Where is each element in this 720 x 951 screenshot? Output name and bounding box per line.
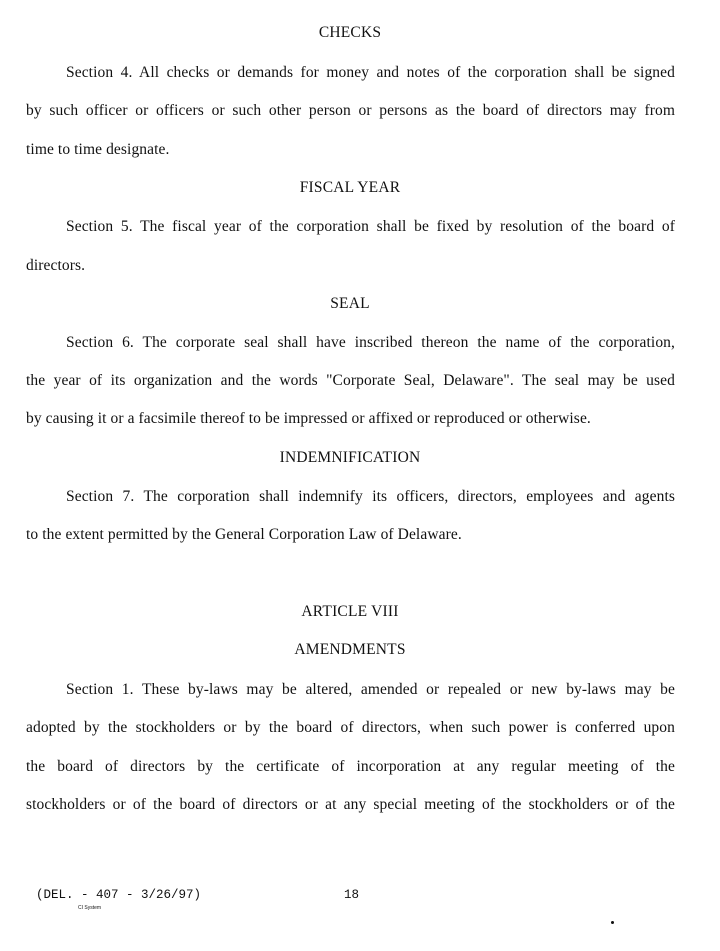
heading-amendments: AMENDMENTS: [294, 641, 406, 658]
heading-article-viii: ARTICLE VIII: [301, 603, 399, 620]
section-5-line-1: Section 5. The fiscal year of the corporation shall be fixed by resolution of the board of: [66, 218, 675, 235]
section-7-line-1: Section 7. The corporation shall indemnify its officers, directors, employees and agents: [66, 488, 675, 505]
article-8-section-1-line-3: the board of directors by the certificate of incorporation at any regular meeting of the: [26, 758, 675, 775]
footer-system-mark: CI System: [78, 905, 102, 911]
footer-document-code: (DEL. - 407 - 3/26/97): [36, 888, 202, 902]
section-6-line-2: the year of its organization and the words "Corporate Seal, Delaware". The seal may be used: [26, 372, 675, 389]
footer-page-number: 18: [344, 888, 360, 902]
section-5-line-2: directors.: [26, 257, 86, 274]
section-7-line-2: to the extent permitted by the General Corporation Law of Delaware.: [26, 526, 462, 543]
section-6-line-1: Section 6. The corporate seal shall have inscribed thereon the name of the corporation,: [66, 334, 675, 351]
scan-speck: [611, 921, 614, 924]
heading-checks: CHECKS: [318, 24, 382, 41]
section-4-line-3: time to time designate.: [26, 141, 170, 158]
article-8-section-1-line-1: Section 1. These by-laws may be altered, amended or repealed or new by-laws may be: [66, 681, 675, 698]
section-4-line-1: Section 4. All checks or demands for money and notes of the corporation shall be signed: [66, 64, 675, 81]
article-8-section-1-line-4: stockholders or of the board of directors or at any special meeting of the stockholders or of the: [26, 796, 675, 813]
article-8-section-1-line-2: adopted by the stockholders or by the board of directors, when such power is conferred upon: [26, 719, 675, 736]
heading-seal: SEAL: [330, 295, 370, 312]
section-4-line-2: by such officer or officers or such other person or persons as the board of directors may from: [26, 102, 675, 119]
section-6-line-3: by causing it or a facsimile thereof to be impressed or affixed or reproduced or otherwise.: [26, 410, 591, 427]
heading-indemnification: INDEMNIFICATION: [279, 449, 421, 466]
heading-fiscal-year: FISCAL YEAR: [299, 179, 401, 196]
